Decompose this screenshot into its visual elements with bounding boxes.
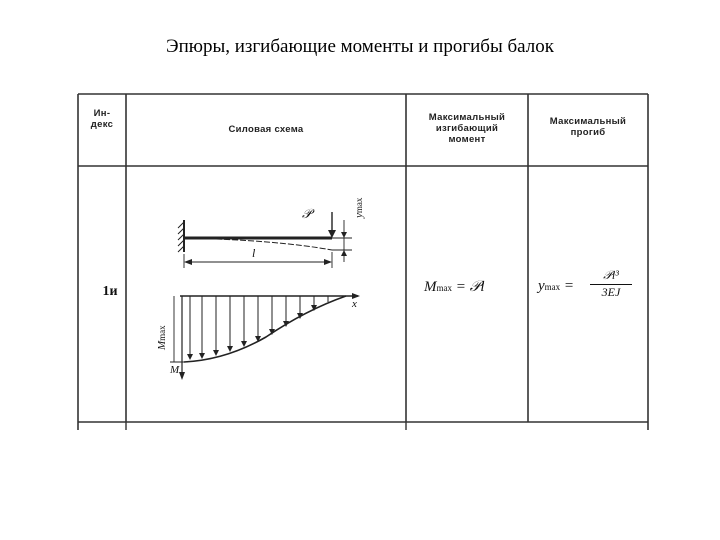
force-label: 𝒫 — [302, 206, 312, 221]
length-label: l — [252, 246, 256, 260]
header-index: Ин- декс — [90, 108, 114, 130]
moment-max-dim-label: Mmax — [156, 325, 168, 350]
slide-title: Эпюры, изгибающие моменты и прогибы балок — [166, 36, 554, 57]
beam-table — [76, 92, 650, 432]
header-max-moment: Максимальный изгибающий момент — [428, 112, 506, 145]
moment-diagram — [170, 293, 360, 380]
deflection-numerator: 𝒫l³ — [590, 268, 632, 285]
max-deflection-fraction — [590, 268, 632, 300]
row-index: 1и — [102, 284, 118, 299]
header-scheme: Силовая схема — [228, 124, 304, 135]
cantilever-scheme — [178, 212, 352, 268]
x-axis-label: x — [352, 298, 357, 310]
deflection-denominator: 3EJ — [601, 285, 621, 299]
moment-axis-label: M — [170, 364, 180, 376]
table-grid — [76, 92, 650, 432]
max-moment-formula: Mmax = 𝒫l — [424, 279, 485, 295]
header-max-deflection: Максимальный прогиб — [549, 116, 627, 138]
deflection-dim-label: ymax — [353, 197, 365, 218]
max-deflection-lhs: ymax = — [538, 278, 575, 294]
